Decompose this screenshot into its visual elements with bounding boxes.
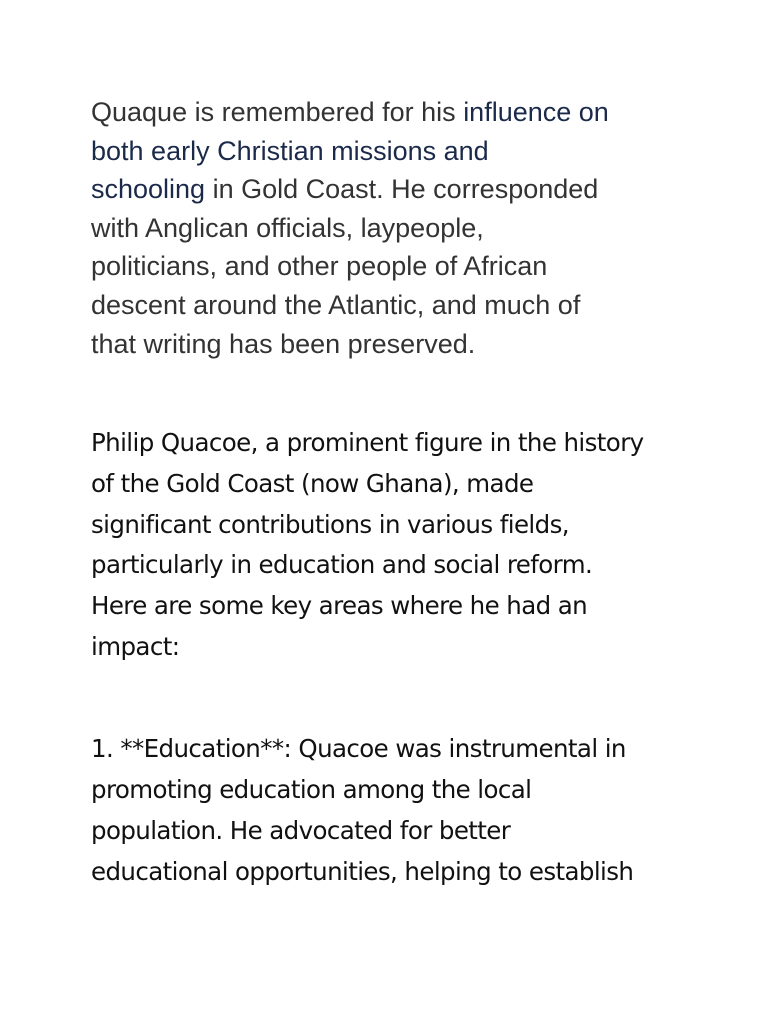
text-run: Quaque is remembered for his: [91, 97, 464, 127]
paragraph-education-item: [91, 728, 691, 892]
text-line: promoting education among the local: [91, 775, 532, 804]
text-line: Philip Quacoe, a prominent figure in the history: [91, 428, 644, 457]
text-run: in Gold Coast. He corresponded: [205, 174, 599, 205]
text-line: educational opportunities, helping to establish: [91, 857, 634, 886]
text-line: [91, 132, 691, 171]
highlighted-link-text[interactable]: schooling: [91, 174, 206, 205]
text-line: of the Gold Coast (now Ghana), made: [91, 468, 534, 498]
paragraph-quaque-legacy: [91, 93, 691, 363]
text-line: [91, 93, 691, 132]
text-line: politicians, and other people of African: [91, 251, 548, 282]
paragraph-philip-quacoe-intro: [91, 423, 691, 668]
text-line: [91, 170, 691, 209]
text-line: descent around the Atlantic, and much of: [91, 289, 581, 320]
highlighted-link-text[interactable]: influence on: [463, 97, 609, 127]
text-line: particularly in education and social reform.: [91, 550, 593, 580]
text-line: with Anglican officials, laypeople,: [91, 212, 484, 243]
highlighted-link-text[interactable]: both early Christian missions and: [91, 135, 489, 166]
text-line: impact:: [91, 631, 180, 661]
text-line: 1. **Education**: Quacoe was instrumental in: [91, 734, 626, 763]
text-line: that writing has been preserved.: [91, 328, 476, 359]
text-line: significant contributions in various fields,: [91, 509, 569, 539]
text-line: population. He advocated for better: [91, 816, 511, 845]
text-line: Here are some key areas where he had an: [91, 591, 588, 621]
